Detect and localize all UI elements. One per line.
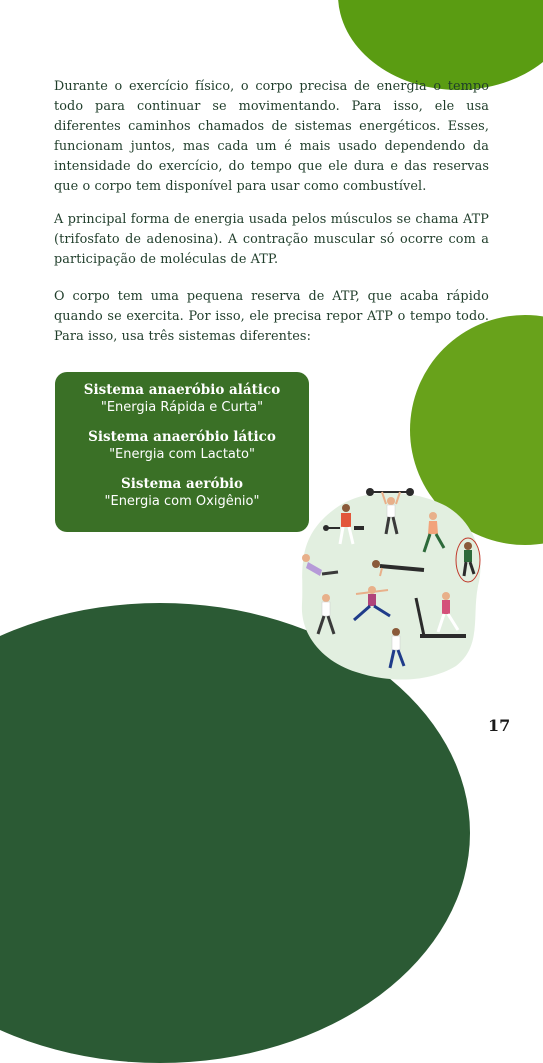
paragraph-systems-intro: O corpo tem uma pequena reserva de ATP, que acaba rápido quando se exercita. Por isso, ele precisa repor ATP o tempo todo. Para isso, usa três sistemas diferentes: — [54, 289, 489, 344]
system-item-lactic — [55, 429, 309, 463]
paragraph-atp: A principal forma de energia usada pelos músculos se chama ATP (trifosfato de adenosina). A contração muscular só ocorre com a participação de moléculas de ATP. — [54, 212, 489, 267]
system-title: Sistema anaeróbio alático — [83, 382, 281, 398]
system-item-aerobic — [55, 476, 309, 510]
energy-systems-box — [55, 372, 309, 532]
page-number: 17 — [488, 716, 511, 735]
exercise-people-illustration — [296, 486, 482, 680]
system-title: Sistema anaeróbio lático — [88, 429, 276, 445]
system-subtitle: "Energia Rápida e Curta" — [100, 400, 264, 415]
system-item-alactic — [55, 382, 309, 416]
system-subtitle: "Energia com Oxigênio" — [104, 494, 260, 509]
system-title: Sistema aeróbio — [120, 476, 244, 492]
paragraph-intro: Durante o exercício físico, o corpo precisa de energia o tempo todo para continuar se movimentando. Para isso, ele usa diferentes caminhos chamados de sistemas energéticos. Esses, funcionam juntos, mas cada um é mais usado dependendo da intensidade do exercício, do tempo que ele dura e das reservas que o corpo tem disponível para usar como combustível. — [54, 79, 489, 194]
system-subtitle: "Energia com Lactato" — [109, 447, 255, 462]
